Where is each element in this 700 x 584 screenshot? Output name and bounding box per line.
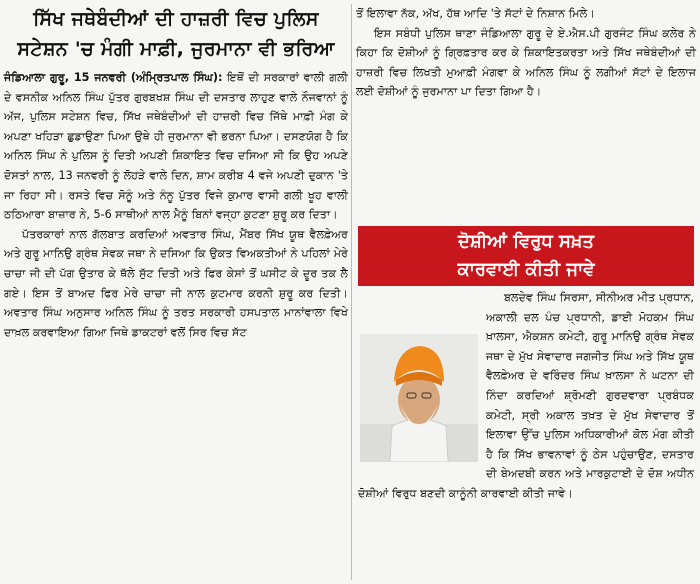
sub-article: [358, 288, 694, 504]
sub-headline-banner: [358, 226, 694, 286]
article-paragraph-2: ਪੱਤਰਕਾਰਾਂ ਨਾਲ ਗੱਲਬਾਤ ਕਰਦਿਆਂ ਅਵਤਾਰ ਸਿੰਘ, ਮੈਂਬਰ ਸਿੱਖ ਯੂਥ ਵੈਲਫ਼ੇਅਰ ਅਤੇ ਗੁਰੂ ਮਾਨਿਉ ਗ੍ਰੰਥ ਸੇਵਕ ਜਥਾ ਨੇ ਦਸਿਆ ਕਿ ਉਕਤ ਵਿਅਕਤੀਆਂ ਨੇ ਪਹਿਲਾਂ ਮੇਰੇ ਚਾਚਾ ਜੀ ਦੀ ਪੱਗ ਉਤਾਰ ਕੇ ਥੱਲੇ ਸੁੱਟ ਦਿਤੀ ਅਤੇ ਫਿਰ ਕੇਸਾਂ ਤੋਂ ਘਸੀਟ ਕੇ ਦੂਰ ਤਕ ਲੈ ਗਏ। ਇਸ ਤੋਂ ਬਾਅਦ ਫਿਰ ਮੇਰੇ ਚਾਚਾ ਜੀ ਨਾਲ ਕੁਟਮਾਰ ਕਰਨੀ ਸ਼ੁਰੂ ਕਰ ਦਿਤੀ। ਅਵਤਾਰ ਸਿੰਘ ਅਨੁਸਾਰ ਅਨਿਲ ਸਿੰਘ ਨੂੰ ਤਰਤ ਸਰਕਾਰੀ ਹਸਪਤਾਲ ਮਾਨਾਂਵਾਲਾ ਵਿਖੇ ਦਾਖ਼ਲ ਕਰਵਾਇਆ ਗਿਆ ਜਿਥੇ ਡਾਕਟਰਾਂ ਵਲੋਂ ਸਿਰ ਵਿਚ ਸੱਟ: [4, 227, 348, 339]
continuation-text: ਤੋਂ ਇਲਾਵਾ ਨੱਕ, ਅੱਖ, ਹੱਥ ਆਦਿ 'ਤੇ ਸੱਟਾਂ ਦੇ ਨਿਸ਼ਾਨ ਮਿਲੇ।: [356, 7, 595, 20]
right-column: [356, 0, 696, 584]
portrait-photo: [360, 334, 478, 462]
sub-article-body: ਬਲਦੇਵ ਸਿੰਘ ਸਿਰਸਾ, ਸੀਨੀਅਰ ਮੀਤ ਪ੍ਰਧਾਨ, ਅਕਾਲੀ ਦਲ ਪੰਚ ਪ੍ਰਧਾਨੀ, ਡਾਈ ਮੋਹਕਮ ਸਿੰਘ ਖ਼ਾਲਸਾ, ਐਕਸ਼ਨ ਕਮੇਟੀ, ਗੁਰੂ ਮਾਨਿਉ ਗ੍ਰੰਥ ਸੇਵਕ ਜਥਾ ਦੇ ਮੁੱਖ ਸੇਵਾਦਾਰ ਜਗਜੀਤ ਸਿੰਘ ਅਤੇ ਸਿੱਖ ਯੂਥ ਵੈਲਫ਼ੇਅਰ ਦੇ ਵਰਿੰਦਰ ਸਿੰਘ ਖ਼ਾਲਸਾ ਨੇ ਘਟਨਾ ਦੀ ਨਿੰਦਾ ਕਰਦਿਆਂ ਸ਼੍ਰੋਮਣੀ ਗੁਰਦਵਾਰਾ ਪ੍ਰਬੰਧਕ ਕਮੇਟੀ, ਸ੍ਰੀ ਅਕਾਲ ਤਖ਼ਤ ਦੇ ਮੁੱਖ ਸੇਵਾਦਾਰ ਤੋਂ ਇਲਾਵਾ ਉੱਚ ਪੁਲਿਸ ਅਧਿਕਾਰੀਆਂ ਕੋਲ ਮੰਗ ਕੀਤੀ ਹੈ ਕਿ ਸਿੱਖ ਭਾਵਨਾਵਾਂ ਨੂੰ ਠੇਸ ਪਹੁੰਚਾਉਣ, ਦਸਤਾਰ ਦੀ ਬੇਅਦਬੀ ਕਰਨ ਅਤੇ ਮਾਰਕੁਟਾਈ ਦੇ ਦੋਸ਼ ਅਧੀਨ ਦੋਸ਼ੀਆਂ ਵਿਰੁਧ ਬਣਦੀ ਕਾਨੂੰਨੀ ਕਾਰਵਾਈ ਕੀਤੀ ਜਾਵੇ।: [358, 291, 694, 500]
article-paragraph-3: ਇਸ ਸਬੰਧੀ ਪੁਲਿਸ ਥਾਣਾ ਜੰਡਿਆਲਾ ਗੁਰੂ ਦੇ ਏ.ਐਸ.ਪੀ ਗੁਰਜੰਟ ਸਿੰਘ ਕਲੇਰ ਨੇ ਕਿਹਾ ਕਿ ਦੋਸ਼ੀਆਂ ਨੂੰ ਗ੍ਰਿਫ਼ਤਾਰ ਕਰ ਕੇ ਸ਼ਿਕਾਇਤਕਰਤਾ ਅਤੇ ਸਿੱਖ ਜਥੇਬੰਦੀਆਂ ਦੀ ਹਾਜ਼ਰੀ ਵਿਚ ਲਿਖਤੀ ਮੁਆਫ਼ੀ ਮੰਗਵਾ ਕੇ ਅਨਿਲ ਸਿੰਘ ਨੂੰ ਲਗੀਆਂ ਸੱਟਾਂ ਦੇ ਇਲਾਜ ਲਈ ਦੋਸ਼ੀਆਂ ਨੂੰ ਜੁਰਮਾਨਾ ਪਾ ਦਿਤਾ ਗਿਆ ਹੈ।: [356, 26, 696, 99]
headline-line-2: ਸਟੇਸ਼ਨ 'ਚ ਮੰਗੀ ਮਾਫ਼ੀ, ਜੁਰਮਾਨਾ ਵੀ ਭਰਿਆ: [17, 38, 335, 60]
column-divider: [351, 4, 352, 580]
main-article: [4, 4, 348, 580]
sub-headline-line-1: ਦੋਸ਼ੀਆਂ ਵਿਰੁਧ ਸਖ਼ਤ: [457, 231, 594, 252]
headline-line-1: ਸਿੱਖ ਜਥੇਬੰਦੀਆਂ ਦੀ ਹਾਜ਼ਰੀ ਵਿਚ ਪੁਲਿਸ: [33, 8, 319, 30]
article-paragraph-1: [4, 68, 348, 225]
article-continuation: [356, 4, 696, 102]
paragraph-1-text: ਇਥੋਂ ਦੀ ਸਰਕਾਰਾਂ ਵਾਲੀ ਗਲੀ ਦੇ ਵਸਨੀਕ ਅਨਿਲ ਸਿੰਘ ਪੁੱਤਰ ਗੁਰਬਖਸ਼ ਸਿੰਘ ਦੀ ਦਸਤਾਰ ਲਾਹੁਣ ਵਾਲੇ ਨੌਜਵਾਨਾਂ ਨੂੰ ਅੱਜ, ਪੁਲਿਸ ਸਟੇਸ਼ਨ ਵਿਚ, ਸਿੱਖ ਜਥੇਬੰਦੀਆਂ ਦੀ ਹਾਜ਼ਰੀ ਵਿਚ ਜਿੱਥੇ ਮਾਫ਼ੀ ਮੰਗ ਕੇ ਅਪਣਾ ਖਹਿੜਾ ਛੁਡਾਉਣਾ ਪਿਆ ਉਥੇ ਹੀ ਜੁਰਮਾਨਾ ਵੀ ਭਰਨਾ ਪਿਆ। ਦਸਣਯੋਗ ਹੈ ਕਿ ਅਨਿਲ ਸਿੰਘ ਨੇ ਪੁਲਿਸ ਨੂੰ ਦਿਤੀ ਅਪਣੀ ਸ਼ਿਕਾਇਤ ਵਿਚ ਦਸਿਆ ਸੀ ਕਿ ਉਹ ਅਪਣੇ ਦੋਸਤਾਂ ਨਾਲ, 13 ਜਨਵਰੀ ਨੂੰ ਲੋਹੜੇ ਵਾਲੇ ਦਿਨ, ਸ਼ਾਮ ਕਰੀਬ 4 ਵਜੇ ਅਪਣੀ ਦੁਕਾਨ 'ਤੇ ਜਾ ਰਿਹਾ ਸੀ। ਰਸਤੇ ਵਿਚ ਸੋਨੂੰ ਅਤੇ ਨੰਨੂ ਪੁੱਤਰ ਵਿਜੇ ਕੁਮਾਰ ਵਾਸੀ ਗਲੀ ਖੂਹ ਵਾਲੀ ਠਠਿਆਰਾ ਬਾਜ਼ਾਰ ਨੇ, 5-6 ਸਾਥੀਆਂ ਨਾਲ ਮੈਨੂੰ ਬਿਨਾਂ ਵਜ੍ਹਾ ਕੁਟਣਾ ਸ਼ੁਰੂ ਕਰ ਦਿਤਾ।: [4, 71, 349, 222]
sub-headline-line-2: ਕਾਰਵਾਈ ਕੀਤੀ ਜਾਵੇ: [457, 259, 595, 280]
dateline: ਜੰਡਿਆਲਾ ਗੁਰੂ, 15 ਜਨਵਰੀ (ਅੰਮ੍ਰਿਤਪਾਲ ਸਿੰਘ):: [4, 71, 223, 84]
